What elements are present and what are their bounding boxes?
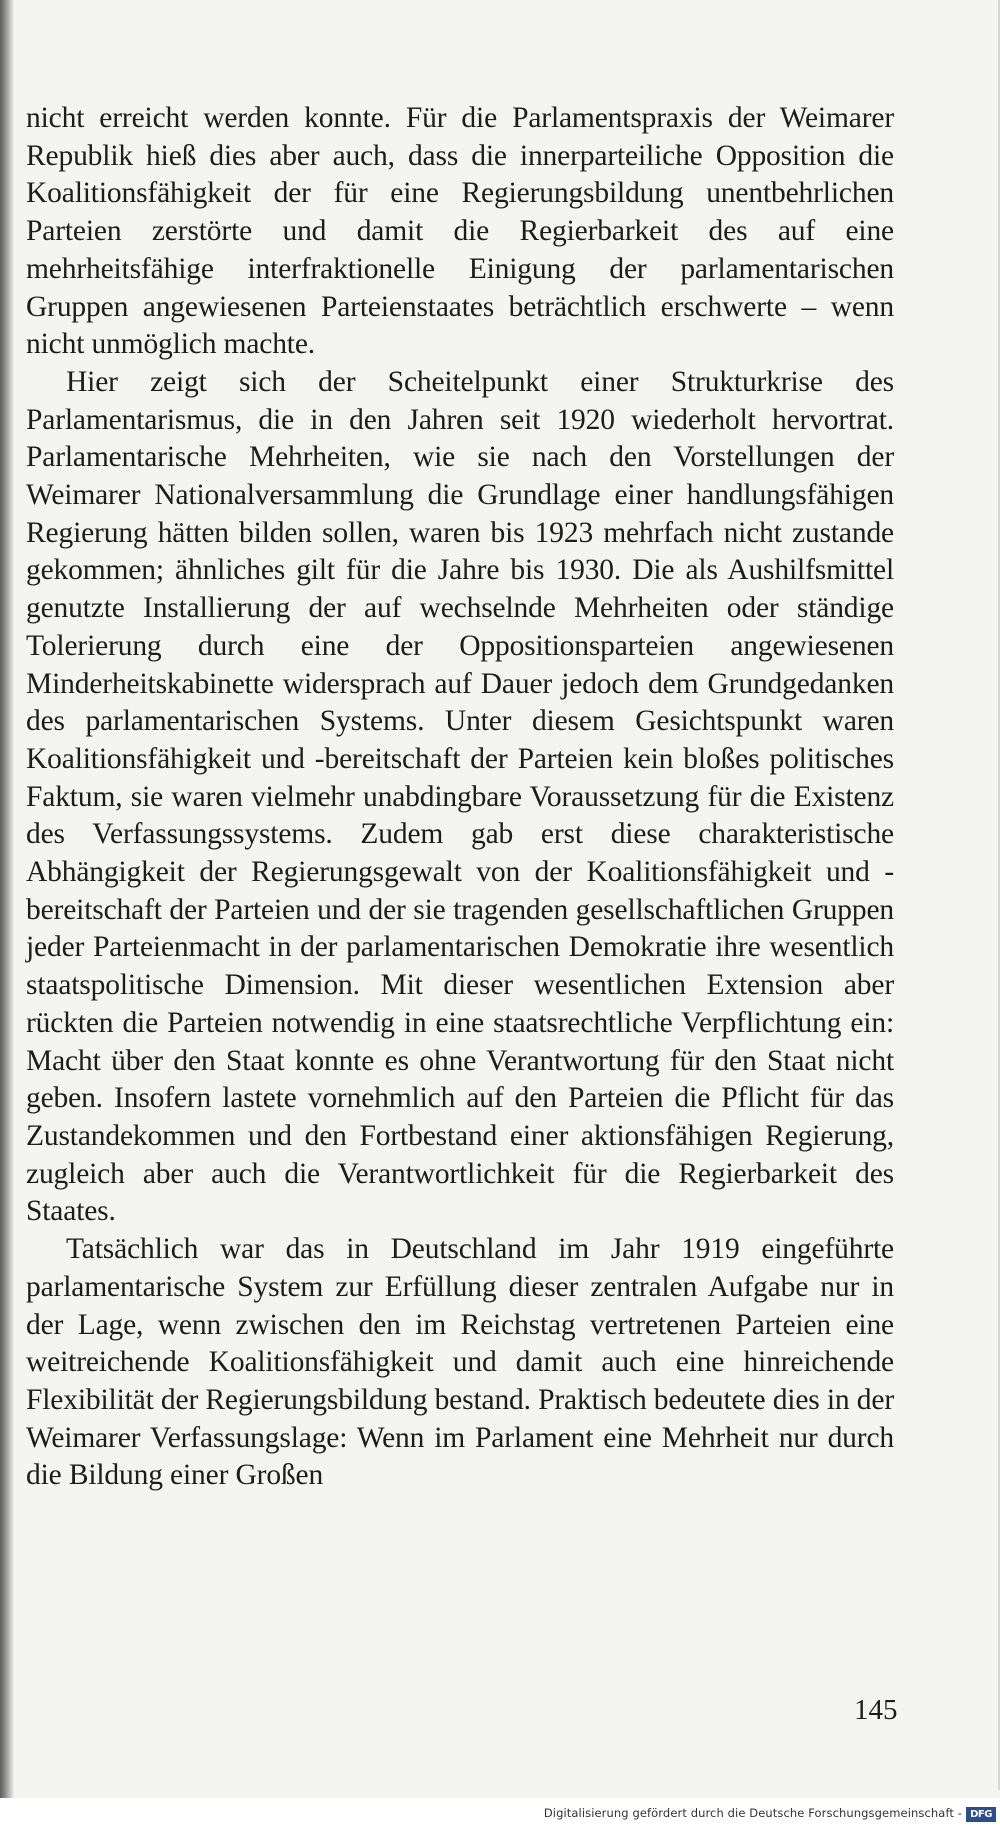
digitization-footer [0, 1798, 1000, 1828]
book-binding-shadow [0, 0, 14, 1828]
paragraph-continued: nicht erreicht werden konnte. Für die Parlamentspraxis der Weimarer Republik hieß dies aber auch, dass die innerparteiliche Opposition die Koalitionsfähigkeit der für eine Regierungsbildung unentbehrlichen Parteien zerstörte und damit die Regierbarkeit des auf eine mehrheitsfähige interfraktionelle Einigung der parlamentarischen Gruppen angewiesenen Parteienstaates beträchtlich erschwerte – wenn nicht unmöglich machte. [26, 102, 894, 361]
dfg-logo-icon: DFG [966, 1807, 996, 1822]
page-number: 145 [854, 1694, 898, 1726]
body-text [26, 100, 894, 1495]
paragraph: Tatsächlich war das in Deutschland im Jahr 1919 eingeführte parlamentarische System zur Erfüllung dieser zentralen Aufgabe nur in der Lage, wenn zwischen den im Reichstag vertretenen Parteien eine weitreichende Koalitionsfähigkeit und damit auch eine hinreichende Flexibilität der Regierungsbildung bestand. Praktisch bedeutete dies in der Weimarer Verfassungslage: Wenn im Parlament eine Mehrheit nur durch die Bildung einer Großen [26, 1233, 894, 1492]
paragraph: Hier zeigt sich der Scheitelpunkt einer Strukturkrise des Parlamentarismus, die in den Jahren seit 1920 wiederholt hervortrat. Parlamentarische Mehrheiten, wie sie nach den Vorstellungen der Weimarer Nationalversammlung die Grundlage einer handlungsfähigen Regierung hätten bilden sollen, waren bis 1923 mehrfach nicht zustande gekommen; ähnliches gilt für die Jahre bis 1930. Die als Aushilfsmittel genutzte Installierung der auf wechselnde Mehrheiten oder ständige Tolerierung durch eine der Oppositionsparteien angewiesenen Minderheitskabinette widersprach auf Dauer jedoch dem Grundgedanken des parlamentarischen Systems. Unter diesem Gesichtspunkt waren Koalitionsfähigkeit und -bereitschaft der Parteien kein bloßes politisches Faktum, sie waren vielmehr unabdingbare Voraussetzung für die Existenz des Verfassungssystems. Zudem gab erst diese charakteristische Abhängigkeit der Regierungsgewalt von der Koalitionsfähigkeit und -bereitschaft der Parteien und der sie tragenden gesellschaftlichen Gruppen jeder Parteienmacht in der parlamentarischen Demokratie ihre wesentlich staatspolitische Dimension. Mit dieser wesentlichen Extension aber rückten die Parteien notwendig in eine staatsrechtliche Verpflichtung ein: Macht über den Staat konnte es ohne Verantwortung für den Staat nicht geben. Insofern lastete vornehmlich auf den Parteien die Pflicht für das Zustandekommen und den Fortbestand einer aktionsfähigen Regierung, zugleich aber auch die Verantwortlichkeit für die Regierbarkeit des Staates. [26, 365, 894, 1228]
digitization-credit: Digitalisierung gefördert durch die Deutsche Forschungsgemeinschaft - [543, 1806, 962, 1820]
